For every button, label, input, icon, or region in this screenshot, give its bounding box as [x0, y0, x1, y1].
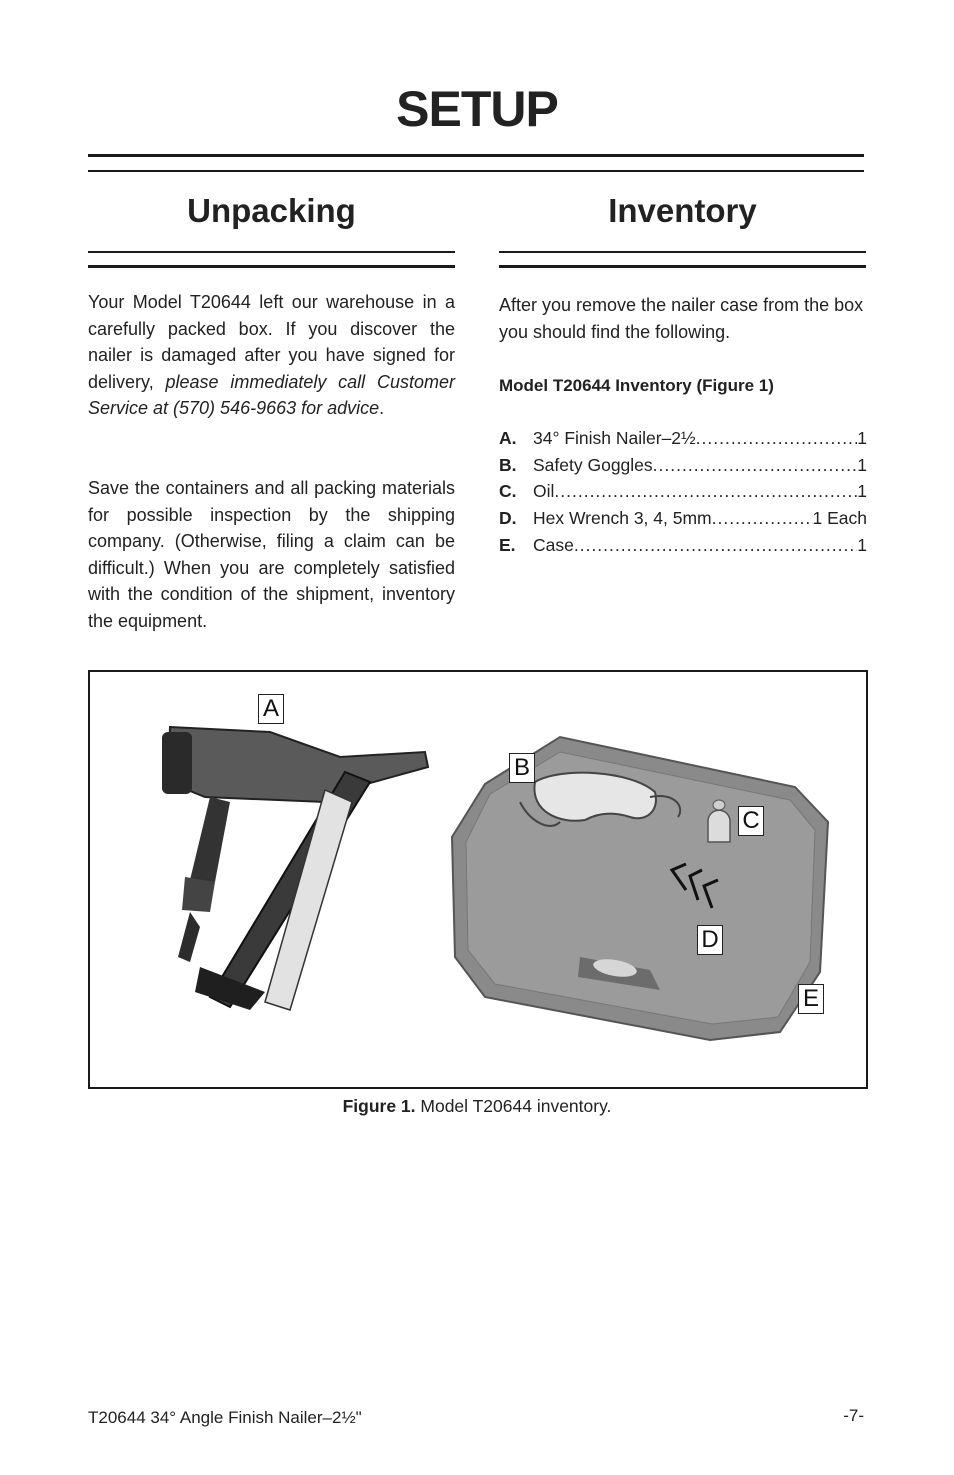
- inventory-item-name: Oil: [533, 481, 555, 502]
- inventory-item-letter: C.: [499, 481, 517, 502]
- title-rule-bottom: [88, 170, 864, 172]
- unpacking-p1-text: Your Model T20644 left our warehouse in a carefully packed box. If you discover the nailer is damaged after you have signed for delivery,: [88, 292, 455, 392]
- figure-1-frame: [88, 670, 868, 1089]
- leader-dots: [712, 505, 813, 532]
- figure-caption-label: Figure 1.: [342, 1096, 416, 1116]
- unpacking-p1-end: .: [379, 398, 385, 418]
- inventory-intro: After you remove the nailer case from the box you should find the following.: [499, 295, 864, 342]
- leader-dots: [653, 452, 858, 479]
- inventory-item-qty: 1: [857, 481, 867, 502]
- footer-model-title: T20644 34° Angle Finish Nailer–2½": [88, 1408, 362, 1427]
- figure-caption: [0, 1096, 954, 1117]
- inventory-item: [499, 452, 867, 479]
- inventory-list-title: Model T20644 Inventory (Figure 1): [499, 376, 774, 395]
- page-number: -7-: [843, 1406, 864, 1425]
- inventory-item-qty: 1: [857, 454, 867, 475]
- leader-dots: [554, 478, 857, 505]
- figure-label-b: B: [509, 753, 535, 783]
- inventory-item: [499, 532, 867, 559]
- inventory-item-letter: D.: [499, 508, 517, 529]
- inventory-item: [499, 478, 867, 505]
- figure-label-d: D: [697, 925, 723, 955]
- unpacking-p1-italic: please immediately call Customer Service at (570) 546-9663 for advice: [88, 371, 455, 418]
- title-rule-top: [88, 154, 864, 157]
- inventory-item-name: Hex Wrench 3, 4, 5mm: [533, 508, 712, 529]
- nailer-illustration: [162, 727, 428, 1010]
- inventory-item-letter: E.: [499, 534, 516, 555]
- figure-label-e: E: [798, 984, 824, 1014]
- inventory-item-letter: B.: [499, 454, 517, 475]
- inventory-item-qty: 1 Each: [812, 508, 867, 529]
- inventory-item-name: 34° Finish Nailer–2½: [533, 428, 696, 448]
- unpacking-rule-top: [88, 251, 455, 253]
- inventory-item: [499, 505, 867, 532]
- inventory-item-qty: 1: [857, 428, 867, 448]
- inventory-item-name: Case: [533, 534, 574, 555]
- leader-dots: [696, 425, 858, 452]
- unpacking-paragraph-2: Save the containers and all packing materials for possible inspection by the shipping company. (Otherwise, filing a claim can be difficult.) When you are completely satisfied with the condition of the shipment, inventory the equipment.: [88, 478, 455, 631]
- page-title: SETUP: [396, 81, 558, 137]
- inventory-item-letter: A.: [499, 428, 517, 448]
- inventory-item: [499, 425, 867, 452]
- figure-label-a: A: [258, 694, 284, 724]
- inventory-rule-bottom: [499, 265, 866, 268]
- unpacking-paragraph-1: [88, 289, 455, 422]
- inventory-heading: Inventory: [608, 192, 757, 229]
- inventory-item-name: Safety Goggles: [533, 454, 653, 475]
- inventory-rule-top: [499, 251, 866, 253]
- unpacking-heading: Unpacking: [187, 192, 356, 229]
- leader-dots: [574, 532, 857, 559]
- figure-1-illustration: [90, 672, 866, 1087]
- inventory-item-qty: 1: [857, 534, 867, 555]
- unpacking-rule-bottom: [88, 265, 455, 268]
- inventory-list: [499, 425, 867, 558]
- figure-caption-text: Model T20644 inventory.: [415, 1096, 612, 1116]
- figure-label-c: C: [738, 806, 764, 836]
